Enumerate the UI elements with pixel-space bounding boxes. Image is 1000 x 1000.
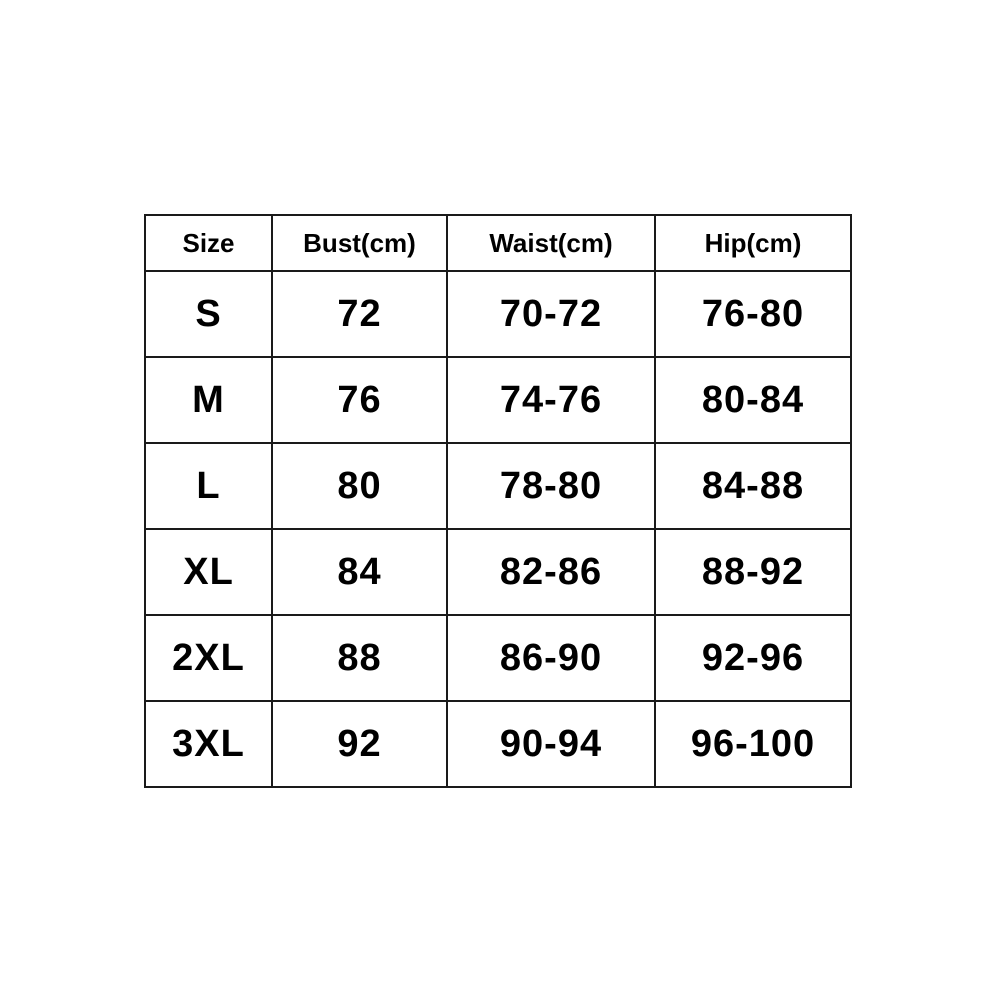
cell-waist: 70-72 [447, 271, 655, 357]
cell-bust: 92 [272, 701, 447, 787]
table-row [145, 529, 851, 615]
cell-hip: 96-100 [655, 701, 851, 787]
cell-hip: 88-92 [655, 529, 851, 615]
cell-hip: 92-96 [655, 615, 851, 701]
cell-waist: 74-76 [447, 357, 655, 443]
cell-hip: 80-84 [655, 357, 851, 443]
cell-waist: 78-80 [447, 443, 655, 529]
table-row [145, 271, 851, 357]
table-header-row [145, 215, 851, 271]
header-bust: Bust(cm) [272, 215, 447, 271]
cell-bust: 88 [272, 615, 447, 701]
cell-hip: 76-80 [655, 271, 851, 357]
table-row [145, 357, 851, 443]
table-row [145, 443, 851, 529]
cell-hip: 84-88 [655, 443, 851, 529]
cell-size: M [145, 357, 272, 443]
table-row [145, 615, 851, 701]
cell-size: XL [145, 529, 272, 615]
header-hip: Hip(cm) [655, 215, 851, 271]
cell-waist: 82-86 [447, 529, 655, 615]
cell-size: L [145, 443, 272, 529]
cell-bust: 80 [272, 443, 447, 529]
header-waist: Waist(cm) [447, 215, 655, 271]
cell-size: S [145, 271, 272, 357]
table-row [145, 701, 851, 787]
size-chart-table [144, 214, 852, 788]
header-size: Size [145, 215, 272, 271]
cell-bust: 76 [272, 357, 447, 443]
cell-size: 3XL [145, 701, 272, 787]
cell-waist: 90-94 [447, 701, 655, 787]
cell-bust: 72 [272, 271, 447, 357]
cell-waist: 86-90 [447, 615, 655, 701]
cell-size: 2XL [145, 615, 272, 701]
cell-bust: 84 [272, 529, 447, 615]
